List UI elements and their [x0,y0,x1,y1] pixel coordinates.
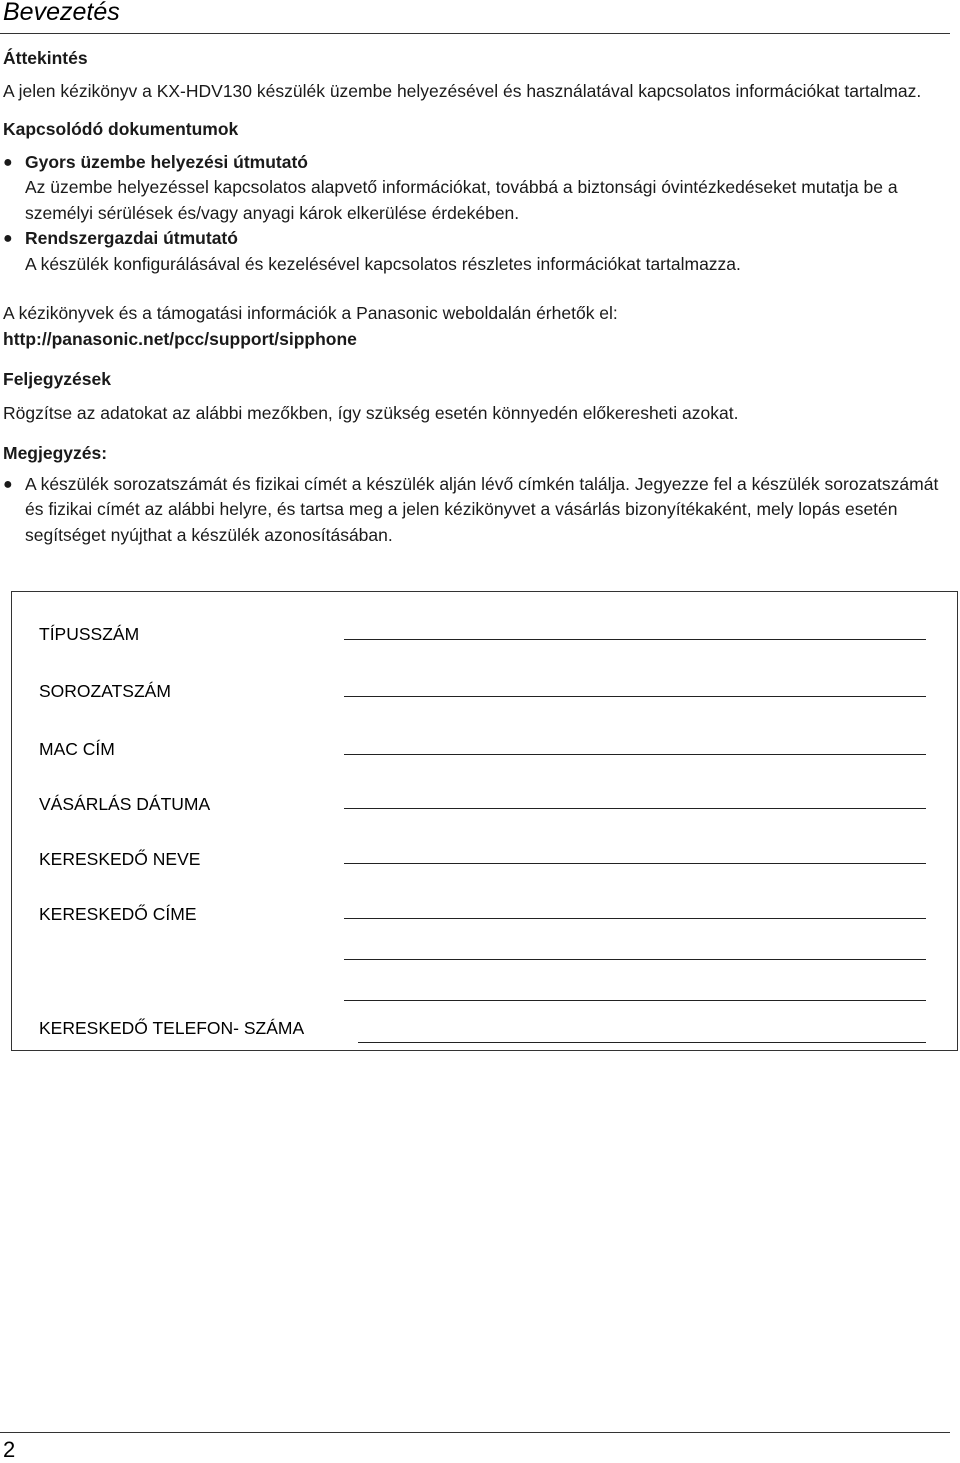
field-line-serial-number[interactable] [344,696,926,697]
notes-heading: Feljegyzések [3,369,111,389]
field-line-model-number[interactable] [344,639,926,640]
field-line-dealer-address[interactable] [344,918,926,919]
field-line-dealer-address-3[interactable] [344,1000,926,1001]
field-label-dealer-address: KERESKEDŐ CÍME [39,904,197,924]
remark-item [3,472,948,549]
field-label-model-number: TÍPUSSZÁM [39,624,140,644]
field-line-mac-address[interactable] [344,754,926,755]
footer-divider [0,1432,950,1433]
main-content [3,46,948,548]
page-number: 2 [3,1437,16,1462]
list-item [3,226,948,252]
bullet-icon: ● [3,230,13,247]
field-line-dealer-phone[interactable] [358,1042,926,1043]
bullet-icon: ● [3,153,13,171]
field-label-mac-address: MAC CÍM [39,739,115,759]
field-label-serial-number: SOROZATSZÁM [39,681,171,701]
field-label-dealer-name: KERESKEDŐ NEVE [39,849,201,869]
bullet-icon: ● [3,475,13,493]
overview-text: A jelen kézikönyv a KX-HDV130 készülék üzembe helyezésével és használatával kapcsolatos információkat tartalmaz. [3,80,922,101]
doc-text-quick-guide: Az üzembe helyezéssel kapcsolatos alapvető információkat, továbbá a biztonsági óvintézkedéseket mutatja be a személyi sérülések és/vagy anyagi károk elkerülése érdekében. [25,177,898,223]
related-docs-heading: Kapcsolódó dokumentumok [3,119,239,139]
field-line-purchase-date[interactable] [344,808,926,809]
field-line-dealer-name[interactable] [344,863,926,864]
doc-title-quick-guide: Gyors üzembe helyezési útmutató [25,151,308,172]
field-label-dealer-phone: KERESKEDŐ TELEFON- SZÁMA [39,1018,305,1038]
list-item [3,150,948,176]
doc-text-admin-guide: A készülék konfigurálásával és kezelésével kapcsolatos részletes információkat tartalmazza. [25,253,741,274]
related-docs-list [3,150,948,278]
remark-text: A készülék sorozatszámát és fizikai címét a készülék alján lévő címkén találja. Jegyezze fel a készülék sorozatszámát és fizikai címét az alábbi helyre, és tartsa meg a jelen kézikönyvet a vásárlás bizonyítékaként, mely lopás esetén segítséget nyújthat a készülék azonosításában. [25,473,939,545]
title-divider [0,33,950,34]
remark-heading: Megjegyzés: [3,443,108,463]
record-form-box [11,591,958,1051]
notes-text: Rögzítse az adatokat az alábbi mezőkben, így szükség esetén könnyedén előkeresheti azokat. [3,402,739,423]
page-title: Bevezetés [3,0,120,26]
overview-heading: Áttekintés [3,48,88,68]
website-text: A kézikönyvek és a támogatási információk a Panasonic weboldalán érhetők el: [3,303,618,323]
field-line-dealer-address-2[interactable] [344,959,926,960]
doc-title-admin-guide: Rendszergazdai útmutató [25,228,238,248]
field-label-purchase-date: VÁSÁRLÁS DÁTUMA [39,794,211,814]
website-url-link[interactable]: http://panasonic.net/pcc/support/sipphone [3,328,357,349]
